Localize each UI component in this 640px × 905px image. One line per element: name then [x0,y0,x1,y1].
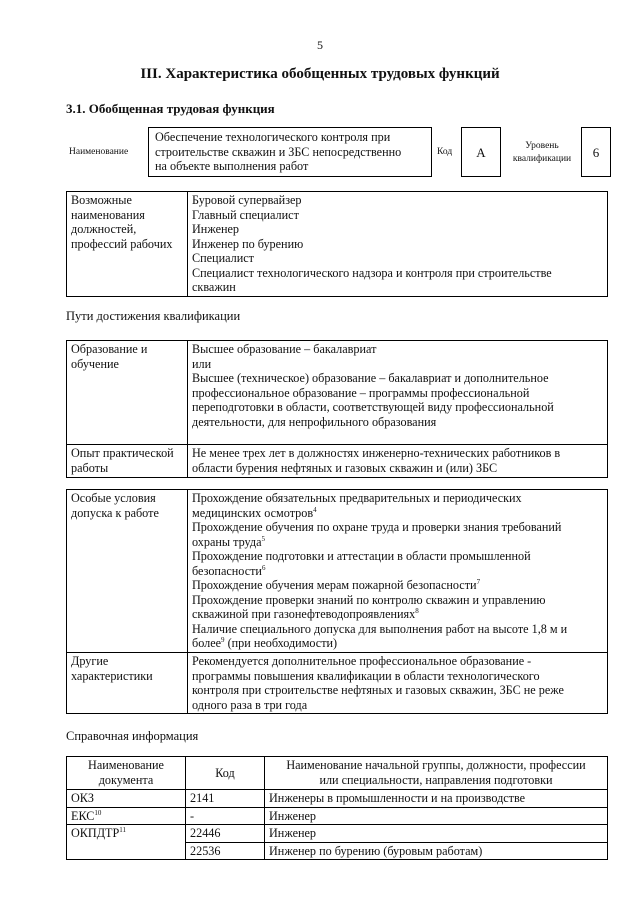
content-line: Прохождение обучения по охране труда и проверки знания требований [192,520,562,534]
label-line: работы [71,460,109,475]
code-label: Код [437,147,453,157]
header-line: Наименование [88,758,164,772]
header-line: Код [215,765,235,780]
label-line: допуска к работе [71,505,159,520]
content-line: скважиной при газонефтеводопроявлениях$^8$ [192,606,419,621]
reference-heading: Справочная информация [66,729,199,743]
content-line: охраны труда$^5$ [192,534,265,549]
name-cell: Инженеры в промышленности и на производстве [265,790,608,808]
position-item: Специалист [192,251,254,265]
conditions-table [66,489,608,714]
other-label [67,653,188,714]
table-row [67,790,608,808]
content-line: профессиональное образование – программы профессиональной [192,385,530,400]
name-cell: Инженер по бурению (буровым работам) [265,842,608,860]
label-line: профессий рабочих [71,236,173,251]
label-line: характеристики [71,668,153,683]
name-cell: Инженер [265,807,608,825]
label-line: Опыт практической [71,446,174,460]
position-item: Буровой супервайзер [192,193,302,207]
header-line: Наименование начальной группы, должности, профессии [286,758,586,772]
paths-heading: Пути достижения квалификации [66,309,241,323]
content-line: Прохождение подготовки и аттестации в области промышленной [192,549,531,563]
other-content [188,653,608,714]
label-line: Возможные [71,193,132,207]
level-label [503,140,581,166]
name-cell: Инженер [265,825,608,843]
conditions-label [67,490,188,653]
doc-cell: ОКЗ [67,790,186,808]
position-item: Специалист технологического надзора и контроля при строительстве [192,265,552,280]
content-line: или [192,356,212,371]
header-line: документа [98,772,154,787]
content-line: деятельности, для непрофильного образования [192,414,437,429]
function-name-line: строительстве скважин и ЗБС непосредственно [155,144,402,159]
experience-content [188,445,608,478]
code-cell: 22446 [186,825,265,843]
level-label-line: Уровень [525,141,559,151]
content-line: Высшее образование – бакалавриат [192,342,377,356]
table-row [67,825,608,843]
footnote-ref: 4 [313,505,317,514]
code-cell: 2141 [186,790,265,808]
footnote-ref: 5 [261,534,265,543]
content-line: программы повышения квалификации в области технологического [192,668,540,683]
header-code [186,757,265,790]
header-document [67,757,186,790]
code-value: A [461,127,501,177]
content-line: Прохождение обязательных предварительных и периодических [192,491,522,505]
table-row [67,807,608,825]
page-number: 5 [317,38,323,52]
experience-label [67,445,188,478]
footnote-ref: 6 [261,563,266,572]
function-subtitle: 3.1. Обобщенная трудовая функция [66,101,275,116]
label-line: Образование и [71,342,148,356]
position-item: скважин [192,280,236,294]
content-line: контроля при строительстве нефтяных и газовых скважин, ЗБС не реже [192,683,564,697]
positions-table [66,191,608,297]
content-line: переподготовки в области, соответствующей виду профессиональной [192,400,554,414]
content-line: области бурения нефтяных и газовых скважин и (или) ЗБС [192,460,498,475]
reference-table [66,756,608,860]
content-line: Рекомендуется дополнительное профессиональное образование - [192,654,532,668]
content-line: Наличие специального допуска для выполнения работ на высоте 1,8 м и [192,621,568,636]
section-title: III. Характеристика обобщенных трудовых функций [140,66,500,82]
content-line: Высшее (техническое) образование – бакалавриат и дополнительное [192,371,549,385]
doc-cell: ОКПДТР$^{11}$ [67,825,186,860]
education-label [67,341,188,445]
conditions-content [188,490,608,653]
positions-label [67,192,188,297]
function-name-line: на объекте выполнения работ [155,159,309,173]
label-line: наименования [71,207,145,222]
label-line: должностей, [71,222,137,236]
header-name [265,757,608,790]
reference-header-row [67,757,608,790]
content-line: Прохождение проверки знаний по контролю скважин и управлению [192,592,546,607]
level-value: 6 [581,127,611,177]
code-cell: 22536 [186,842,265,860]
content-line: безопасности$^6$ [192,563,266,578]
content-line: Прохождение обучения мерам пожарной безопасности$^7$ [192,577,481,592]
footnote-ref: 7 [476,577,481,586]
function-name-box [148,127,432,177]
label-line: Особые условия [71,491,156,505]
label-line: обучение [71,356,119,371]
code-cell: - [186,807,265,825]
position-item: Главный специалист [192,207,299,222]
position-item: Инженер [192,222,240,236]
label-line: Другие [71,654,109,668]
doc-cell: ЕКС$^{10}$ [67,807,186,825]
education-table [66,340,608,478]
level-label-line: квалификации [512,154,572,164]
content-line: более$^9$ (при необходимости) [192,635,338,650]
header-line: или специальности, направления подготовки [319,772,553,787]
position-item: Инженер по бурению [192,236,304,251]
content-line: Не менее трех лет в должностях инженерно-технических работников в [192,446,561,460]
content-line: одного раза в три года [192,697,308,712]
name-label: Наименование [69,147,129,157]
function-name-line: Обеспечение технологического контроля при [155,130,391,144]
footnote-ref: 8 [415,606,419,615]
content-line: медицинских осмотров$^4$ [192,505,317,520]
positions-list [188,192,608,297]
education-content [188,341,608,445]
footnote-ref: 9 [221,635,225,644]
